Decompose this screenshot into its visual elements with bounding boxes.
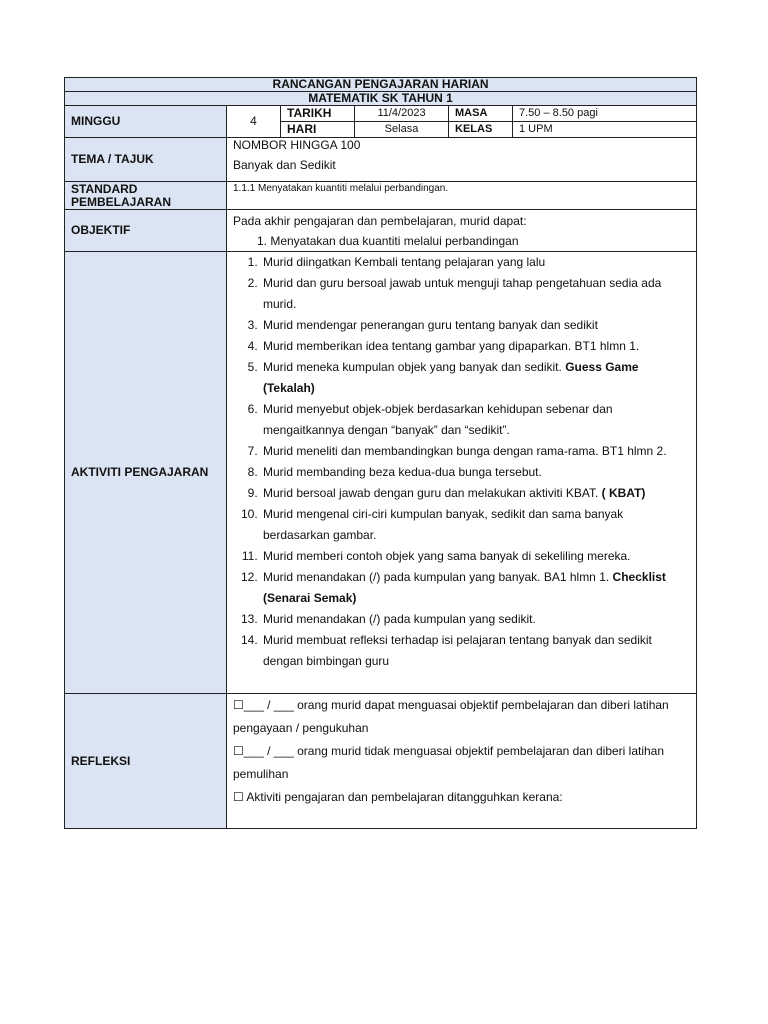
objektif-label: OBJEKTIF [65, 210, 227, 252]
aktiviti-cell [227, 252, 697, 694]
aktiviti-item: 14. Murid membuat refleksi terhadap isi pelajaran tentang banyak dan sedikit dengan bimbingan guru [261, 630, 690, 672]
aktiviti-item: 9. Murid bersoal jawab dengan guru dan melakukan aktiviti KBAT. ( KBAT) [261, 483, 690, 504]
tema-line-1: NOMBOR HINGGA 100 [233, 138, 361, 152]
aktiviti-item: 10. Murid mengenal ciri-ciri kumpulan banyak, sedikit dan sama banyak berdasarkan gambar. [261, 504, 690, 546]
refleksi-line-1: ☐___ / ___ orang murid dapat menguasai objektif pembelajaran dan diberi latihan pengayaan / pengukuhan [233, 698, 669, 735]
aktiviti-item: 5. Murid meneka kumpulan objek yang banyak dan sedikit. Guess Game (Tekalah) [261, 357, 690, 399]
aktiviti-item: 2. Murid dan guru bersoal jawab untuk menguji tahap pengetahuan sedia ada murid. [261, 273, 690, 315]
standard-label: STANDARD PEMBELAJARAN [65, 182, 227, 210]
plan-title: RANCANGAN PENGAJARAN HARIAN [65, 78, 697, 92]
aktiviti-item: 11. Murid memberi contoh objek yang sama banyak di sekeliling mereka. [261, 546, 690, 567]
objektif-cell [227, 210, 697, 252]
aktiviti-item: 6. Murid menyebut objek-objek berdasarkan kehidupan sebenar dan mengaitkannya dengan “banyak” dan “sedikit”. [261, 399, 690, 441]
aktiviti-label: AKTIVITI PENGAJARAN [65, 252, 227, 694]
masa-label: MASA [449, 106, 513, 122]
aktiviti-item: 13. Murid menandakan (/) pada kumpulan yang sedikit. [261, 609, 690, 630]
refleksi-cell [227, 694, 697, 829]
aktiviti-item: 7. Murid meneliti dan membandingkan bunga dengan rama-rama. BT1 hlmn 2. [261, 441, 690, 462]
refleksi-label: REFLEKSI [65, 694, 227, 829]
hari-value: Selasa [355, 122, 449, 138]
refleksi-line-2: ☐___ / ___ orang murid tidak menguasai objektif pembelajaran dan diberi latihan pemulihan [233, 744, 665, 781]
tarikh-label: TARIKH [281, 106, 355, 122]
objektif-intro: Pada akhir pengajaran dan pembelajaran, murid dapat: [233, 213, 527, 228]
standard-text: 1.1.1 Menyatakan kuantiti melalui perbandingan. [233, 183, 449, 194]
plan-subtitle: MATEMATIK SK TAHUN 1 [65, 92, 697, 106]
tema-cell [227, 138, 697, 182]
kelas-value: 1 UPM [513, 122, 697, 138]
aktiviti-item: 4. Murid memberikan idea tentang gambar yang dipaparkan. BT1 hlmn 1. [261, 336, 690, 357]
tarikh-value: 11/4/2023 [355, 106, 449, 122]
refleksi-line-3: ☐ Aktiviti pengajaran dan pembelajaran ditangguhkan kerana: [233, 790, 563, 804]
aktiviti-item: 3. Murid mendengar penerangan guru tentang banyak dan sedikit [261, 315, 690, 336]
aktiviti-list [233, 252, 690, 672]
standard-cell [227, 182, 697, 210]
kelas-label: KELAS [449, 122, 513, 138]
aktiviti-item: 1. Murid diingatkan Kembali tentang pelajaran yang lalu [261, 252, 690, 273]
lesson-plan-table [64, 77, 697, 829]
masa-value: 7.50 – 8.50 pagi [513, 106, 697, 122]
tema-line-2: Banyak dan Sedikit [233, 158, 336, 172]
aktiviti-item: 12. Murid menandakan (/) pada kumpulan yang banyak. BA1 hlmn 1. Checklist (Senarai Semak) [261, 567, 690, 609]
tema-label: TEMA / TAJUK [65, 138, 227, 182]
aktiviti-item: 8. Murid membanding beza kedua-dua bunga tersebut. [261, 462, 690, 483]
objektif-item: 1. Menyatakan dua kuantiti melalui perbandingan [257, 233, 519, 248]
minggu-label: MINGGU [65, 106, 227, 138]
hari-label: HARI [281, 122, 355, 138]
minggu-value: 4 [227, 106, 281, 138]
